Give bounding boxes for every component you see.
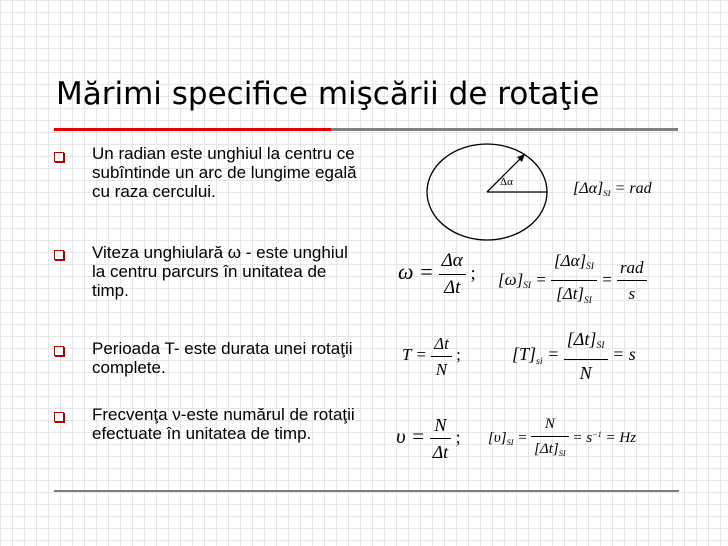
omega-sep: ; [470,262,476,284]
fraction-bar [430,438,452,439]
omega-result-fraction [617,257,647,304]
radian-circle-figure [425,142,555,242]
formula-omega-unit [498,250,647,312]
bullet-text-2: Viteza unghiulară ω - este unghiul la centru parcurs în unitatea de timp. [92,243,348,300]
frequency-unit-eq: = [517,430,528,447]
omega-unit-eq2: = [601,269,613,289]
period-unit-den: N [579,363,592,384]
period-unit-eq: = [547,344,560,365]
omega-unit-num [551,250,597,278]
frequency-rhs-pre: = s [572,430,593,447]
omega-num: Δα [441,250,463,271]
bullet-marker-2 [54,250,64,260]
bullet-marker-4 [54,412,64,422]
omega-unit-num-sub: SI [586,262,594,273]
formula-frequency [396,414,461,463]
fraction-bar [431,356,452,357]
period-fraction [431,333,452,380]
title-underline-accent [54,128,331,131]
omega-den: Δt [443,277,461,298]
frequency-den: Δt [432,442,449,462]
angle-label: Δα [500,176,513,188]
fraction-bar [551,280,597,281]
period-unit-num-sub: SI [596,340,605,352]
period-unit-fraction [564,328,608,384]
omega-unit-den-text: [Δt] [556,284,585,304]
period-var: T = [402,345,427,365]
omega-unit-den-sub: SI [584,295,592,306]
slide-title: Mărimi specifice mişcării de rotaţie [56,76,600,112]
bottom-rule [54,490,679,492]
omega-var: ω = [398,258,434,284]
frequency-unit-sub: SI [506,438,514,448]
radian-unit-sub: SI [603,188,611,199]
fraction-bar [564,359,608,360]
frequency-num: N [434,415,447,435]
frequency-fraction [430,414,452,463]
bullet-text-3: Perioada T- este durata unei rotaţii complete. [92,339,353,377]
radian-unit-lhs: [Δα] [573,180,604,197]
period-unit-lhs: [T] [512,344,537,365]
frequency-unit-den [531,439,569,464]
period-unit-num [564,328,608,357]
frequency-rhs-sup: −1 [592,430,602,440]
frequency-unit-num: N [544,416,555,432]
frequency-unit-den-text: [Δt] [534,441,559,457]
fraction-bar [531,436,569,437]
period-unit-sub: si [536,355,543,367]
frequency-rhs-post: = Hz [605,430,637,447]
fraction-bar [617,280,647,281]
omega-unit-eq: = [535,269,547,289]
frequency-sep: ; [455,426,461,447]
omega-unit-lhs: [ω] [498,269,524,289]
omega-unit-num-text: [Δα] [554,251,587,270]
bullet-text-1: Un radian este unghiul la centru ce subîntinde un arc de lungime egală cu raza cercului. [92,144,357,201]
frequency-var: υ = [396,423,426,448]
bullet-marker-3 [54,346,64,356]
formula-omega [398,250,476,299]
period-unit-num-text: [Δt] [566,329,597,349]
bullet-marker-1 [54,152,64,162]
omega-result-num: rad [619,258,644,278]
radian-unit-rhs: = rad [614,180,652,197]
omega-fraction [439,250,466,299]
frequency-unit-fraction [531,414,569,464]
formula-frequency-unit [488,414,636,464]
formula-radian [573,180,652,198]
formula-period-unit [512,328,636,384]
omega-unit-den [551,283,597,311]
omega-unit-sub: SI [523,280,532,291]
period-unit-rhs: = s [612,344,636,365]
omega-result-den: s [628,284,636,304]
bullet-text-4: Frecvenţa ν-este numărul de rotaţii efectuate în unitatea de timp. [92,405,355,443]
frequency-unit-lhs: [υ] [488,430,507,447]
period-num: Δt [434,334,449,353]
omega-unit-fraction [551,250,597,312]
fraction-bar [439,274,466,275]
period-sep: ; [456,345,461,365]
formula-period [402,333,461,380]
title-underline [331,128,678,131]
frequency-unit-den-sub: SI [558,448,566,458]
period-den: N [435,360,448,379]
